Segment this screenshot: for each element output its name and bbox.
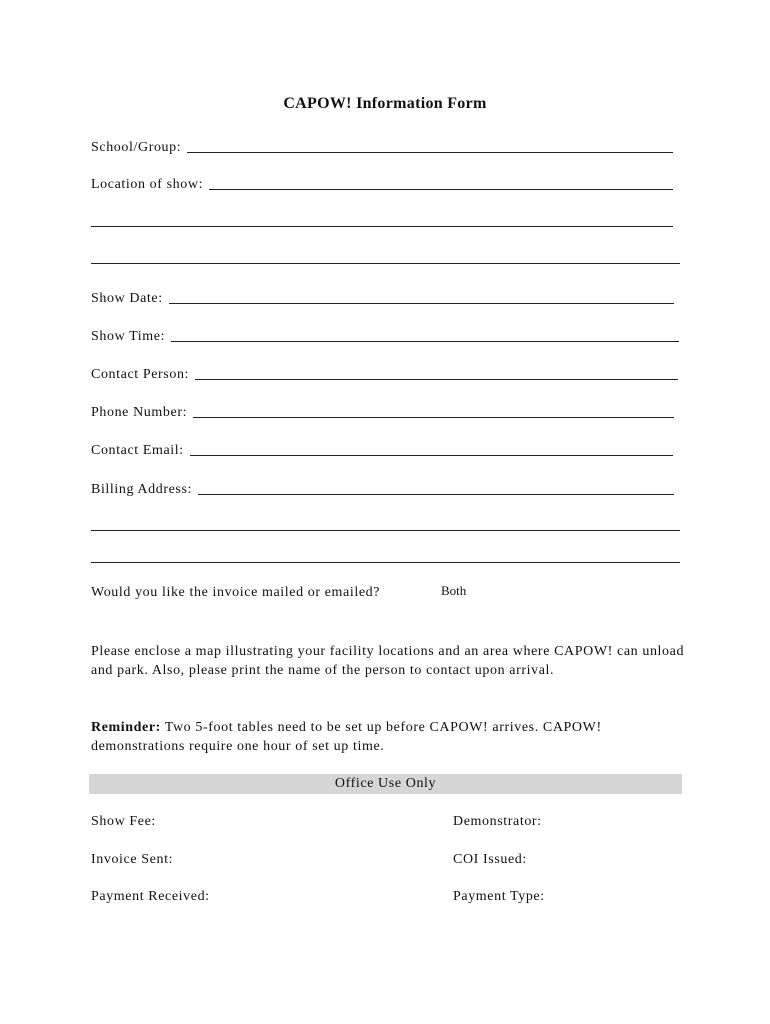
show-time-label: Show Time: bbox=[91, 329, 166, 344]
location-label: Location of show: bbox=[91, 177, 204, 192]
billing-address-field[interactable] bbox=[91, 478, 674, 498]
show-date-field[interactable] bbox=[91, 287, 674, 307]
billing-extra-line-1[interactable] bbox=[91, 530, 680, 531]
form-title: CAPOW! Information Form bbox=[283, 95, 487, 112]
phone-number-field[interactable] bbox=[91, 401, 674, 421]
show-time-line[interactable] bbox=[171, 327, 679, 342]
billing-extra-line-2[interactable] bbox=[91, 562, 680, 563]
office-use-header: Office Use Only bbox=[89, 774, 682, 794]
reminder-text: Two 5-foot tables need to be set up before CAPOW! arrives. CAPOW! demonstrations require one hour of set up time. bbox=[91, 720, 602, 754]
school-group-label: School/Group: bbox=[91, 140, 182, 155]
coi-issued-label: COI Issued: bbox=[453, 852, 527, 867]
show-fee-label: Show Fee: bbox=[91, 814, 156, 829]
location-field[interactable] bbox=[91, 173, 673, 193]
school-group-field[interactable] bbox=[91, 136, 673, 156]
contact-person-line[interactable] bbox=[195, 365, 678, 380]
reminder-label: Reminder: bbox=[91, 720, 161, 735]
billing-address-label: Billing Address: bbox=[91, 482, 192, 497]
billing-address-line[interactable] bbox=[198, 480, 674, 495]
phone-number-line[interactable] bbox=[193, 403, 674, 418]
show-date-line[interactable] bbox=[169, 289, 674, 304]
demonstrator-label: Demonstrator: bbox=[453, 814, 542, 829]
show-date-label: Show Date: bbox=[91, 291, 163, 306]
contact-person-label: Contact Person: bbox=[91, 367, 190, 382]
location-line[interactable] bbox=[209, 175, 673, 190]
contact-email-field[interactable] bbox=[91, 439, 673, 459]
payment-received-label: Payment Received: bbox=[91, 889, 210, 904]
reminder-note bbox=[91, 718, 686, 756]
location-extra-line-1[interactable] bbox=[91, 226, 673, 227]
contact-person-field[interactable] bbox=[91, 363, 678, 383]
phone-number-label: Phone Number: bbox=[91, 405, 188, 420]
invoice-answer[interactable]: Both bbox=[441, 583, 467, 598]
invoice-sent-label: Invoice Sent: bbox=[91, 852, 174, 867]
payment-type-label: Payment Type: bbox=[453, 889, 545, 904]
invoice-question: Would you like the invoice mailed or emailed? bbox=[91, 585, 381, 600]
map-note: Please enclose a map illustrating your facility locations and an area where CAPOW! can unload and park. Also, please print the name of the person to contact upon arrival. bbox=[91, 644, 685, 678]
contact-email-label: Contact Email: bbox=[91, 443, 184, 458]
show-time-field[interactable] bbox=[91, 325, 679, 345]
school-group-line[interactable] bbox=[187, 138, 673, 153]
contact-email-line[interactable] bbox=[190, 441, 673, 456]
location-extra-line-2[interactable] bbox=[91, 263, 680, 264]
